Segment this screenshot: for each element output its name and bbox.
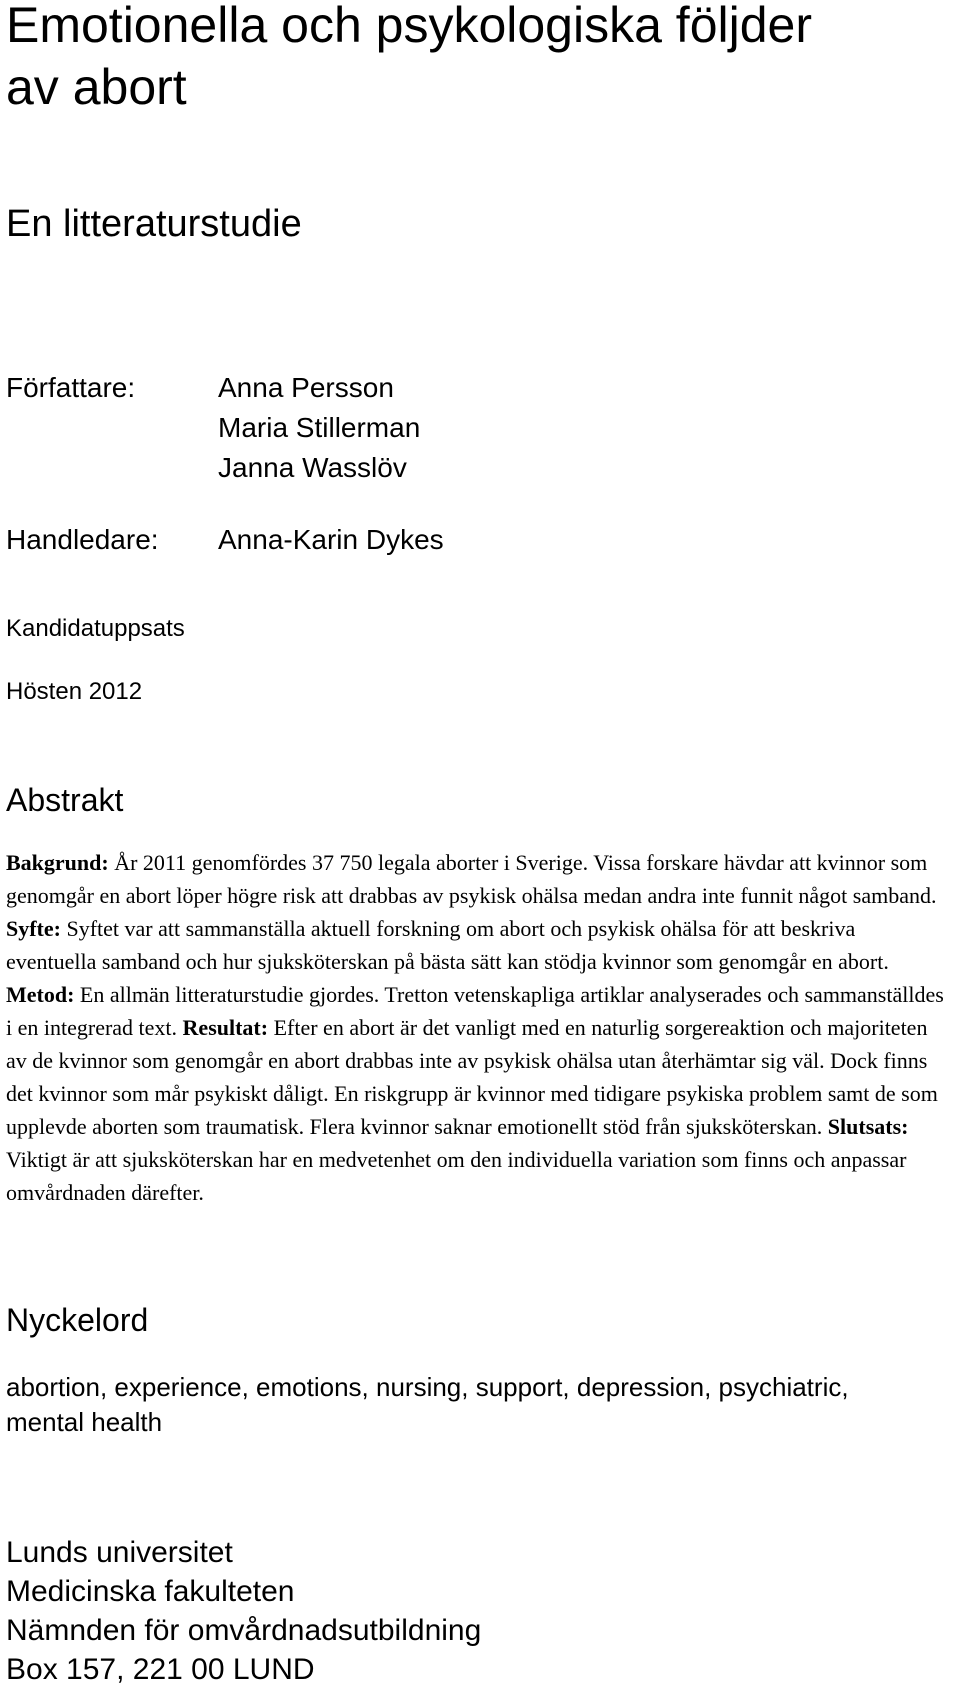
author-name: Maria Stillerman — [218, 412, 421, 443]
results-text: Efter en abort är det vanligt med en naturlig sorgereaktion och majoriteten av de kvinnor som genomgår en abort drabbas inte av psykisk ohälsa utan återhämtar sig väl. Dock finns det kvinnor som mår psykiskt dåligt. En riskgrupp är kvinnor med tidigare psykiska problem samt de som upplevde aborten som traumatisk. Flera kvinnor saknar emotionellt stöd från sjuksköterskan. — [6, 1015, 938, 1139]
page-title — [6, 0, 826, 118]
keywords-heading: Nyckelord — [6, 1302, 149, 1338]
conclusion-label: Slutsats: — [827, 1114, 909, 1139]
abstract-heading: Abstrakt — [6, 782, 124, 818]
background-label: Bakgrund: — [6, 850, 109, 875]
university-address — [6, 1533, 481, 1689]
address-line: Medicinska fakulteten — [6, 1575, 295, 1608]
keywords-list: abortion, experience, emotions, nursing, support, depression, psychiatric, mental health — [6, 1372, 849, 1437]
conclusion-text: Viktigt är att sjuksköterskan har en medvetenhet om den individuella variation som finns och anpassar omvårdnaden därefter. — [6, 1147, 907, 1205]
term: Hösten 2012 — [6, 678, 143, 705]
aim-label: Syfte: — [6, 916, 61, 941]
results-label: Resultat: — [182, 1015, 269, 1040]
method-label: Metod: — [6, 982, 75, 1007]
authors-label: Författare: — [6, 372, 136, 403]
subtitle: En litteraturstudie — [6, 203, 302, 245]
authors-list — [218, 368, 420, 488]
method-text: En allmän litteraturstudie gjordes. Tretton vetenskapliga artiklar analyserades och sammanställdes i en integrerad text. — [6, 982, 944, 1040]
supervisor-name: Anna-Karin Dykes — [218, 524, 444, 555]
background-text: År 2011 genomfördes 37 750 legala aborter i Sverige. Vissa forskare hävdar att kvinnor som genomgår en abort löper högre risk att drabbas av psykisk ohälsa medan andra inte funnit något samband. — [6, 850, 937, 908]
author-name: Janna Wasslöv — [218, 452, 407, 483]
address-line: Box 157, 221 00 LUND — [6, 1653, 315, 1686]
supervisor-block — [6, 520, 906, 560]
authors-block — [6, 368, 906, 488]
author-name: Anna Persson — [218, 372, 394, 403]
thesis-type: Kandidatuppsats — [6, 615, 185, 642]
aim-text: Syftet var att sammanställa aktuell forskning om abort och psykisk ohälsa för att beskriva eventuella samband och hur sjuksköterskan på bästa sätt kan stödja kvinnor som genomgår en abort. — [6, 916, 889, 974]
address-line: Lunds universitet — [6, 1536, 233, 1569]
supervisor-label: Handledare: — [6, 524, 159, 555]
abstract-body — [6, 846, 949, 1209]
address-line: Nämnden för omvårdnadsutbildning — [6, 1614, 482, 1647]
title-text: Emotionella och psykologiska följder av abort — [6, 0, 812, 115]
